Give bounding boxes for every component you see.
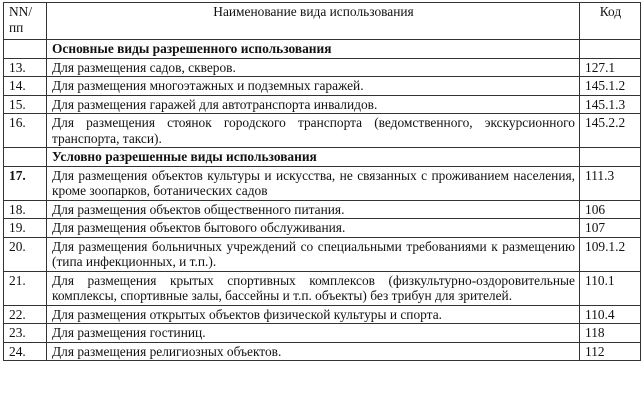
row-name: Для размещения крытых спортивных комплексов (физкультурно-оздоровительные комплексы, спортивные залы, бассейны и т.п. объекты) без трибун для зрителей. [47,271,580,305]
row-code: 110.1 [580,271,641,305]
header-number [4,3,47,40]
row-name: Для размещения больничных учреждений со специальными требованиями к размещению (типа инфекционных, и т.п.). [47,237,580,271]
section-number-cell [4,40,47,59]
row-code: 109.1.2 [580,237,641,271]
row-number: 14. [4,77,47,96]
row-code: 118 [580,324,641,343]
row-name: Для размещения стоянок городского транспорта (ведомственного, экскурсионного транспорта, такси). [47,114,580,148]
row-code: 110.4 [580,305,641,324]
table-row [4,114,641,148]
row-number: 19. [4,219,47,238]
section-code-cell [580,148,641,167]
table-row [4,219,641,238]
table-row [4,95,641,114]
row-number: 23. [4,324,47,343]
land-use-table [3,2,641,361]
section-code-cell [580,40,641,59]
row-name: Для размещения садов, скверов. [47,58,580,77]
table-row [4,324,641,343]
row-code: 111.3 [580,166,641,200]
row-number: 22. [4,305,47,324]
table-row [4,77,641,96]
row-code: 112 [580,342,641,361]
header-code [580,3,641,40]
row-code: 127.1 [580,58,641,77]
header-number-label: NN/ пп [9,4,33,35]
row-code: 107 [580,219,641,238]
row-number: 18. [4,200,47,219]
table-row [4,166,641,200]
section-title: Условно разрешенные виды использования [47,148,580,167]
row-name: Для размещения объектов общественного питания. [47,200,580,219]
table-row [4,58,641,77]
section-row-main-uses [4,40,641,59]
header-name [47,3,580,40]
header-code-label: Код [599,4,622,19]
table-row [4,237,641,271]
row-name: Для размещения гостиниц. [47,324,580,343]
row-code: 145.2.2 [580,114,641,148]
row-code: 145.1.3 [580,95,641,114]
table-row [4,271,641,305]
table-row [4,342,641,361]
row-name: Для размещения религиозных объектов. [47,342,580,361]
header-name-label: Наименование вида использования [213,4,414,19]
header-row [4,3,641,40]
row-number: 21. [4,271,47,305]
row-number: 24. [4,342,47,361]
table-row [4,305,641,324]
section-row-conditional-uses [4,148,641,167]
row-number: 15. [4,95,47,114]
row-name: Для размещения многоэтажных и подземных гаражей. [47,77,580,96]
section-number-cell [4,148,47,167]
row-code: 145.1.2 [580,77,641,96]
row-code: 106 [580,200,641,219]
table-row [4,200,641,219]
row-number: 16. [4,114,47,148]
row-number: 13. [4,58,47,77]
row-number: 20. [4,237,47,271]
row-name: Для размещения объектов культуры и искусства, не связанных с проживанием населения, кроме зоопарков, ботанических садов [47,166,580,200]
row-number: 17. [4,166,47,200]
row-name: Для размещения гаражей для автотранспорта инвалидов. [47,95,580,114]
row-name: Для размещения открытых объектов физической культуры и спорта. [47,305,580,324]
row-name: Для размещения объектов бытового обслуживания. [47,219,580,238]
section-title: Основные виды разрешенного использования [47,40,580,59]
